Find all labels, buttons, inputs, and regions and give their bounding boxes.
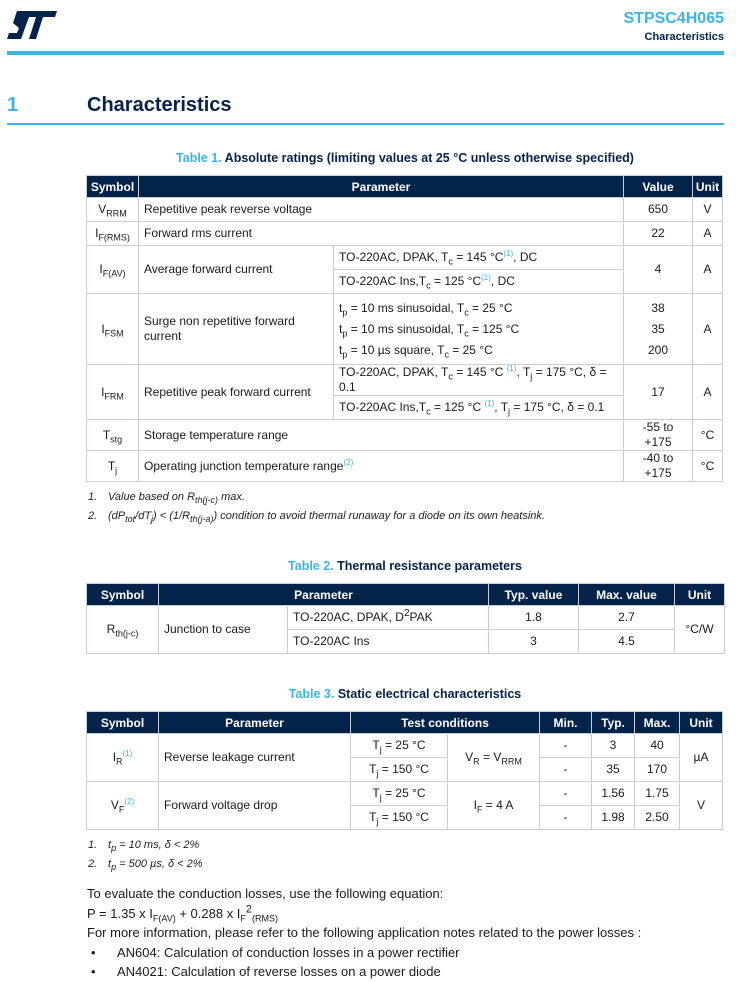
value-cell: -40 to +175 — [624, 451, 693, 482]
tj-cell: $T_j = 25$ °C — [351, 734, 448, 758]
min-cell: - — [540, 758, 592, 782]
header-section-label: Characteristics — [644, 31, 724, 43]
table-row — [87, 365, 723, 396]
symbol-cell: $V_{RRM}$ — [87, 198, 139, 222]
table-header-row — [87, 584, 725, 606]
col-header: Parameter — [159, 584, 489, 606]
col-header: Value — [624, 176, 693, 198]
condition-cell: $I_F = 4$ A — [448, 782, 540, 830]
table-header-row — [87, 176, 723, 198]
tj-cell: $T_j = 25$ °C — [351, 782, 448, 806]
parameter-cell: Reverse leakage current — [159, 734, 351, 782]
symbol-cell: $V_F^{(2)}$ — [87, 782, 159, 830]
parameter-cell: Surge non repetitive forward current — [139, 294, 334, 365]
table-row — [87, 451, 723, 482]
more-info-text: For more information, please refer to the following application notes related to the power losses : — [87, 925, 642, 940]
col-header: Symbol — [87, 176, 139, 198]
col-header: Unit — [675, 584, 725, 606]
table2-caption — [86, 558, 724, 574]
st-logo — [7, 11, 57, 39]
unit-cell: µA — [680, 734, 723, 782]
parameter-cell: Junction to case — [159, 606, 288, 654]
table1-caption — [86, 150, 724, 166]
condition-cell: TO-220AC, DPAK, $T_c = 145$ °C $^{(1)}$, $T_j = 175$ °C, δ = 0.1 — [334, 365, 624, 396]
col-header: Parameter — [159, 712, 351, 734]
table-row — [87, 420, 723, 451]
col-header: Max. value — [579, 584, 675, 606]
footnote — [86, 855, 724, 874]
footnote-number: 1. — [88, 839, 98, 851]
table-row — [87, 246, 723, 270]
max-cell: 4.5 — [579, 630, 675, 654]
table1-footnotes — [86, 488, 724, 526]
parameter-cell: Repetitive peak forward current — [139, 365, 334, 420]
col-header: Typ. — [592, 712, 635, 734]
min-cell: - — [540, 734, 592, 758]
min-cell: - — [540, 782, 592, 806]
footnote-number: 2. — [88, 510, 98, 522]
unit-cell: A — [693, 294, 723, 365]
unit-cell: °C — [693, 420, 723, 451]
package-cell: TO-220AC, DPAK, $D^2PAK$ — [288, 606, 489, 630]
min-cell: - — [540, 806, 592, 830]
symbol-cell: $T_j$ — [87, 451, 139, 482]
absolute-ratings-table — [86, 175, 723, 482]
condition-cell: $V_R = V_{RRM}$ — [448, 734, 540, 782]
footnote — [86, 488, 724, 507]
col-header: Parameter — [139, 176, 624, 198]
parameter-cell: Operating junction temperature range$^{(2)}$ — [139, 451, 624, 482]
max-cell: 2.7 — [579, 606, 675, 630]
unit-cell: V — [693, 198, 723, 222]
condition-line: $t_p = 10$ ms sinusoidal, $T_c = 125$ °C — [339, 321, 520, 338]
value-cell: 650 — [624, 198, 693, 222]
tj-cell: $T_j = 150$ °C — [351, 758, 448, 782]
col-header: Max. — [635, 712, 680, 734]
value-cell: -55 to +175 — [624, 420, 693, 451]
loss-equation: P = 1.35 x $I_{F(AV)} + 0.288$ x $I_F^2_{(RMS)}$ — [87, 903, 278, 924]
col-header: Typ. value — [489, 584, 579, 606]
tj-cell: $T_j = 150$ °C — [351, 806, 448, 830]
condition-cell: TO-220AC $Ins,T_c = 125$ °C$^{(1)}$, DC — [334, 270, 624, 294]
table-row — [87, 606, 725, 630]
footnote-text: $t_p = 10$ ms, δ < 2% — [108, 839, 200, 854]
value-cell: 17 — [624, 365, 693, 420]
symbol-cell: $I_{FRM}$ — [87, 365, 139, 420]
symbol-cell: $I_{FSM}$ — [87, 294, 139, 365]
app-note-an4021: AN4021: Calculation of reverse losses on a power diode — [117, 964, 441, 979]
parameter-cell: Average forward current — [139, 246, 334, 294]
value-cell: 4 — [624, 246, 693, 294]
footnote-number: 1. — [88, 491, 98, 503]
symbol-cell: $T_{stg}$ — [87, 420, 139, 451]
col-header: Symbol — [87, 712, 159, 734]
table-row — [87, 222, 723, 246]
parameter-cell: Repetitive peak reverse voltage — [139, 198, 624, 222]
table3-number: Table 3. — [288, 687, 335, 701]
symbol-cell: $I_R^{(1)}$ — [87, 734, 159, 782]
body-text — [86, 884, 724, 982]
static-electrical-table — [86, 711, 723, 830]
footnote — [86, 507, 724, 526]
value-cell: 22 — [624, 222, 693, 246]
symbol-cell: $I_{F(RMS)}$ — [87, 222, 139, 246]
unit-cell: A — [693, 365, 723, 420]
list-item — [86, 962, 724, 982]
typ-cell: 1.98 — [592, 806, 635, 830]
symbol-cell: $I_{F(AV)}$ — [87, 246, 139, 294]
condition-cell: TO-220AC, DPAK, $T_c = 145$ °C$^{(1)}$, DC — [334, 246, 624, 270]
bullet-icon: • — [91, 944, 96, 960]
value-cell — [624, 294, 693, 365]
parameter-cell: Forward rms current — [139, 222, 624, 246]
header-divider — [7, 51, 724, 55]
max-cell: 40 — [635, 734, 680, 758]
condition-cell: TO-220AC $Ins,T_c = 125$ °C $^{(1)}$, $T_j = 175$ °C, δ = 0.1 — [334, 396, 624, 420]
unit-cell: A — [693, 222, 723, 246]
table2-title: Thermal resistance parameters — [333, 559, 522, 573]
thermal-resistance-table — [86, 583, 725, 654]
value-line: 35 — [651, 321, 665, 336]
table-row — [87, 294, 723, 365]
content-column — [86, 150, 724, 982]
document-title: STPSC4H065 — [623, 10, 724, 27]
app-note-an604: AN604: Calculation of conduction losses in a power rectifier — [117, 944, 460, 960]
unit-cell: °C — [693, 451, 723, 482]
condition-line: $t_p = 10$ µs square, $T_c = 25$ °C — [339, 342, 493, 359]
typ-cell: 3 — [489, 630, 579, 654]
typ-cell: 3 — [592, 734, 635, 758]
unit-cell: A — [693, 246, 723, 294]
unit-cell: °C/W — [675, 606, 725, 654]
intro-text: To evaluate the conduction losses, use the following equation: — [87, 886, 444, 901]
symbol-cell: $R_{th(j-c)}$ — [87, 606, 159, 654]
bullet-icon: • — [91, 964, 96, 979]
footnote-text: $(dP_{tot}/dT_j) < (1/R_{th(j-a)})$ condition to avoid thermal runaway for a diode on its own heatsink. — [108, 510, 545, 525]
col-header: Unit — [693, 176, 723, 198]
typ-cell: 1.8 — [489, 606, 579, 630]
max-cell: 2.50 — [635, 806, 680, 830]
typ-cell: 1.56 — [592, 782, 635, 806]
table3-footnotes — [86, 836, 724, 874]
table1-number: Table 1. — [176, 151, 222, 165]
package-cell: TO-220AC Ins — [288, 630, 489, 654]
table2-number: Table 2. — [288, 559, 334, 573]
section-title: Characteristics — [87, 94, 232, 116]
table3-title: Static electrical characteristics — [334, 687, 522, 701]
footnote-number: 2. — [88, 858, 98, 870]
col-header: Test conditions — [351, 712, 540, 734]
parameter-cell: Forward voltage drop — [159, 782, 351, 830]
footnote-text: Value based on $R_{th(j-c)}$ max. — [108, 491, 245, 506]
list-item — [86, 943, 724, 963]
section-number: 1 — [7, 94, 19, 116]
condition-cell — [334, 294, 624, 365]
table-header-row — [87, 712, 723, 734]
col-header: Symbol — [87, 584, 159, 606]
max-cell: 1.75 — [635, 782, 680, 806]
value-line: 38 — [651, 300, 665, 315]
typ-cell: 35 — [592, 758, 635, 782]
unit-cell: V — [680, 782, 723, 830]
table3-caption — [86, 686, 724, 702]
col-header: Unit — [680, 712, 723, 734]
footnote-text: $t_p = 500$ µs, δ < 2% — [108, 858, 203, 873]
max-cell: 170 — [635, 758, 680, 782]
section-divider — [7, 123, 724, 125]
parameter-cell: Storage temperature range — [139, 420, 624, 451]
table-row — [87, 782, 723, 806]
value-line: 200 — [647, 342, 669, 357]
table-row — [87, 734, 723, 758]
footnote — [86, 836, 724, 855]
table1-title: Absolute ratings (limiting values at 25 °C unless otherwise specified) — [221, 151, 634, 165]
condition-line: $t_p = 10$ ms sinusoidal, $T_c = 25$ °C — [339, 300, 513, 317]
table-row — [87, 198, 723, 222]
col-header: Min. — [540, 712, 592, 734]
